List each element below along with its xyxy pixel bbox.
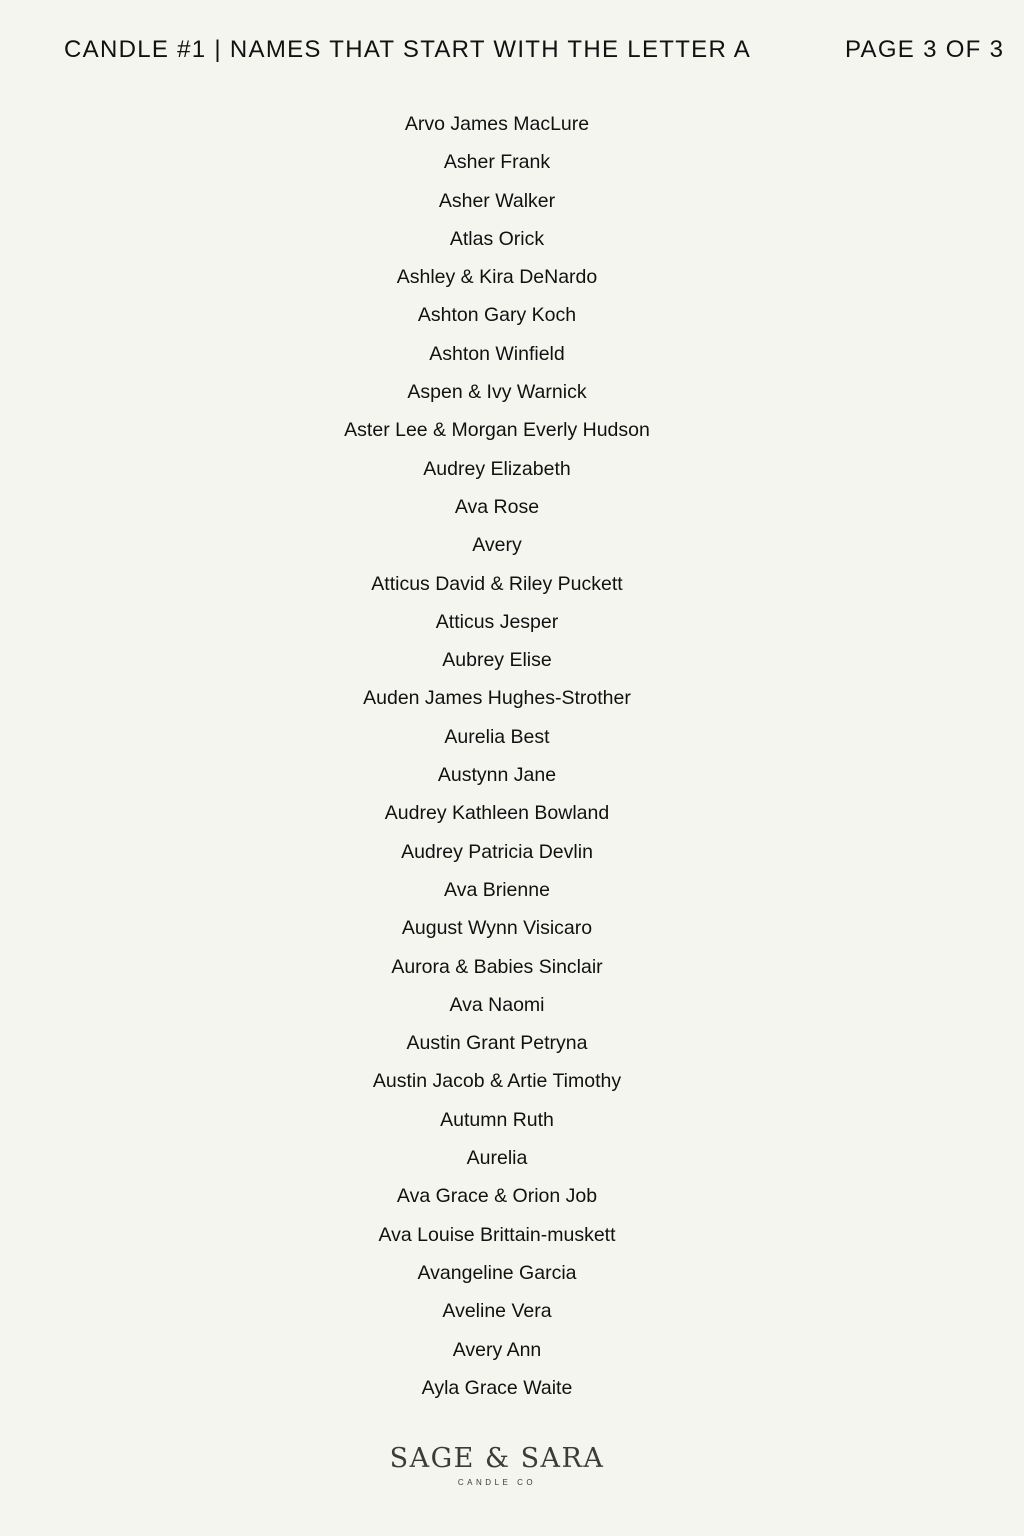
brand-logo (0, 1440, 994, 1488)
list-item: Avery (472, 534, 522, 557)
list-item: Audrey Kathleen Bowland (384, 802, 610, 825)
list-item: Avangeline Garcia (417, 1261, 577, 1284)
list-item: Ava Louise Brittain-muskett (378, 1223, 616, 1246)
list-item: Austin Jacob & Artie Timothy (372, 1070, 622, 1093)
list-item: Ava Grace & Orion Job (396, 1185, 598, 1208)
list-item: Avery Ann (452, 1338, 542, 1361)
name-list (0, 105, 994, 1407)
list-item: Ayla Grace Waite (421, 1376, 573, 1399)
list-item: Ava Naomi (449, 993, 545, 1016)
list-item: Aurora & Babies Sinclair (391, 955, 603, 978)
page-header (0, 34, 1024, 68)
logo-tagline: CANDLE CO (457, 1478, 537, 1487)
list-item: Audrey Elizabeth (423, 457, 571, 480)
list-item: Atticus Jesper (435, 610, 559, 633)
list-item: Aster Lee & Morgan Everly Hudson (344, 419, 650, 442)
list-item: Arvo James MacLure (404, 113, 590, 135)
list-item: Ava Rose (454, 495, 540, 518)
list-item: Asher Walker (438, 189, 556, 212)
list-item: Ava Brienne (444, 878, 550, 901)
logo-wordmark: SAGE & SARA (389, 1443, 605, 1474)
list-item: Aurelia (466, 1147, 528, 1170)
list-item: Audrey Patricia Devlin (401, 840, 593, 863)
page-indicator: PAGE 3 OF 3 (845, 36, 1005, 63)
list-item: Atticus David & Riley Puckett (371, 572, 623, 595)
list-item: Austynn Jane (437, 764, 557, 787)
list-item: Austin Grant Petryna (406, 1032, 588, 1055)
page-title: CANDLE #1 | NAMES THAT START WITH THE LETTER A (64, 36, 752, 63)
list-item: Aubrey Elise (442, 649, 552, 672)
list-item: Aveline Vera (442, 1300, 552, 1323)
list-item: Ashton Gary Koch (417, 304, 577, 327)
list-item: Ashton Winfield (429, 342, 565, 365)
list-item: Auden James Hughes-Strother (363, 687, 631, 710)
list-item: Aurelia Best (444, 725, 550, 748)
list-item: Ashley & Kira DeNardo (396, 266, 598, 289)
list-item: Atlas Orick (449, 227, 545, 250)
list-item: Asher Frank (443, 151, 551, 174)
list-item: Aspen & Ivy Warnick (407, 381, 587, 404)
list-item: August Wynn Visicaro (401, 917, 593, 940)
list-item: Autumn Ruth (440, 1108, 554, 1131)
